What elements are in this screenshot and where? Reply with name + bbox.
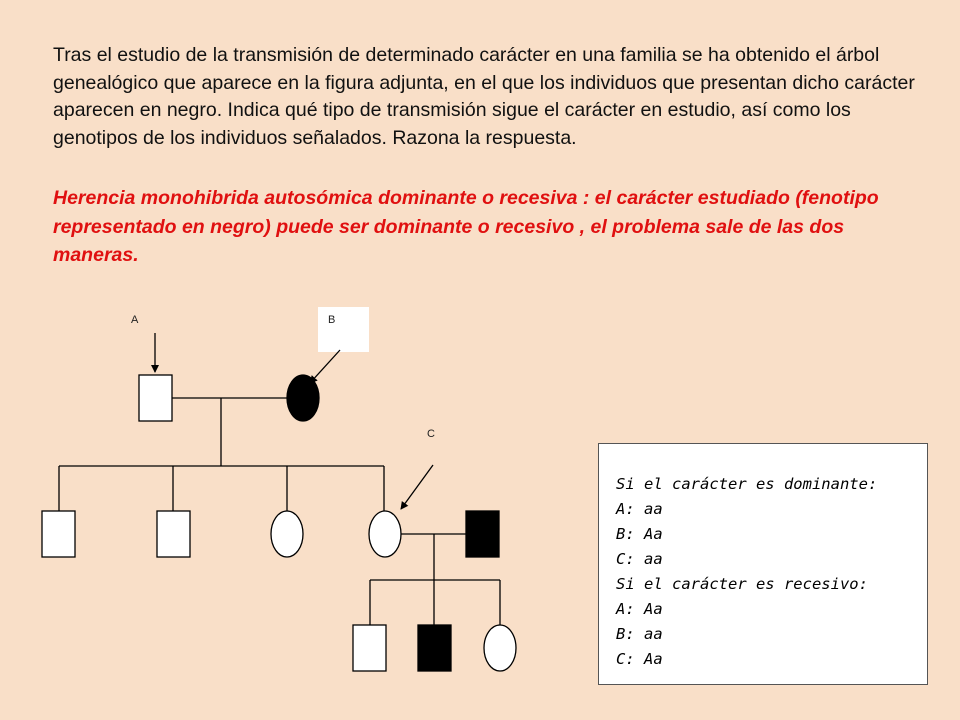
gen3-female-3-unaffected bbox=[484, 625, 516, 671]
dominant-genotype-b: B: Aa bbox=[616, 525, 663, 543]
arrow-c bbox=[401, 465, 433, 509]
label-a: A bbox=[131, 314, 139, 326]
genotypes-box bbox=[598, 443, 928, 685]
problem-statement: Tras el estudio de la transmisión de determinado carácter en una familia se ha obtenido el árbol genealógico que aparece en la figura adjunta, en el que los individuos que presentan dicho carácter aparecen en negro. Indica qué tipo de transmisión sigue el carácter en estudio, así como los genotipos de los individuos señalados. Razona la respuesta. bbox=[53, 44, 915, 149]
gen2-male-1-unaffected bbox=[42, 511, 75, 557]
recessive-genotype-a: A: Aa bbox=[616, 600, 663, 618]
individual-b-female-affected bbox=[287, 375, 319, 421]
label-c: C bbox=[427, 428, 435, 440]
gen2-spouse-male-affected bbox=[466, 511, 499, 557]
dominant-header: Si el carácter es dominante: bbox=[616, 475, 878, 493]
gen2-male-2-unaffected bbox=[157, 511, 190, 557]
dominant-genotype-c: C: aa bbox=[616, 550, 663, 568]
gen3-male-2-affected bbox=[418, 625, 451, 671]
dominant-genotype-a: A: aa bbox=[616, 500, 663, 518]
individual-c-female-unaffected bbox=[369, 511, 401, 557]
gen3-male-1-unaffected bbox=[353, 625, 386, 671]
recessive-genotype-c: C: Aa bbox=[616, 650, 663, 668]
answer-text: Herencia monohibrida autosómica dominante o recesiva : el carácter estudiado (fenotipo representado en negro) puede ser dominante o recesivo , el problema sale de las dos maneras. bbox=[53, 187, 879, 266]
recessive-header: Si el carácter es recesivo: bbox=[616, 575, 868, 593]
individual-a-male-unaffected bbox=[139, 375, 172, 421]
arrow-b bbox=[310, 350, 340, 383]
label-b: B bbox=[328, 314, 336, 326]
recessive-genotype-b: B: aa bbox=[616, 625, 663, 643]
gen2-female-3-unaffected bbox=[271, 511, 303, 557]
